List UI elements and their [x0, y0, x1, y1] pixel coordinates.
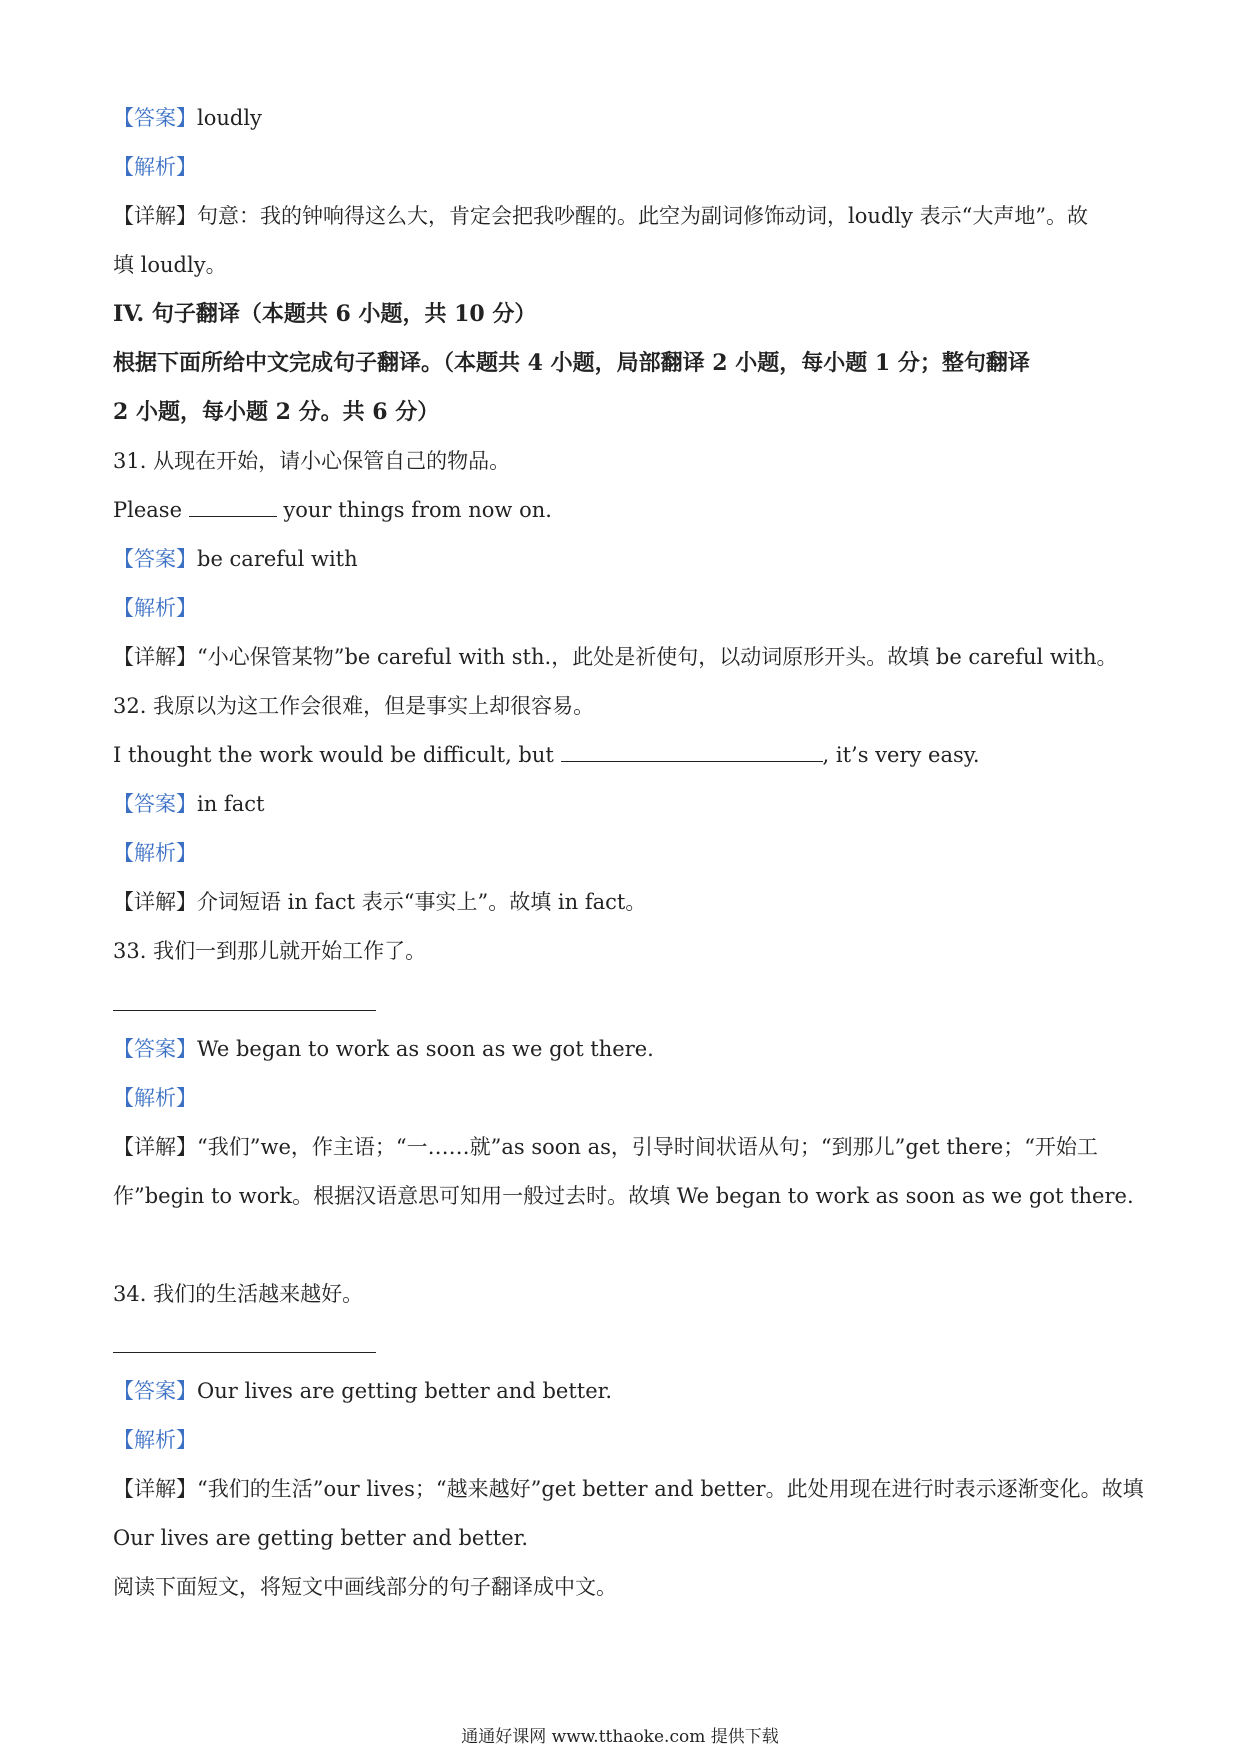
q32-analysis-line — [113, 839, 197, 867]
section-instruction-2: 2 小题，每小题 2 分。共 6 分） — [113, 399, 440, 425]
analysis-tag: 【解析】 — [113, 596, 197, 620]
answer-tag: 【答案】 — [113, 1379, 197, 1403]
q31-blank — [189, 496, 277, 517]
q34-analysis-line — [113, 1426, 197, 1454]
detail-text: 句意：我的钟响得这么大，肯定会把我吵醒的。此空为副词修饰动词，loudly 表示“大声地”。故 — [197, 204, 1089, 228]
detail-tag: 【详解】 — [113, 1477, 197, 1501]
section-instruction-1: 根据下面所给中文完成句子翻译。（本题共 4 小题，局部翻译 2 小题，每小题 1 分；整句翻译 — [113, 350, 1030, 376]
answer-text: loudly — [197, 106, 262, 130]
q33-analysis-line — [113, 1084, 197, 1112]
q31-analysis-line — [113, 594, 197, 622]
section-title: IV. 句子翻译（本题共 6 小题，共 10 分） — [113, 301, 537, 327]
q32-prompt: 32. 我原以为这工作会很难，但是事实上却很容易。 — [113, 694, 595, 718]
detail-tag: 【详解】 — [113, 645, 197, 669]
q34-answer-line — [113, 1377, 612, 1405]
answer-tag: 【答案】 — [113, 106, 197, 130]
prev-analysis-line — [113, 153, 197, 181]
q34-answer-blank — [113, 1352, 376, 1353]
q33-prompt: 33. 我们一到那儿就开始工作了。 — [113, 939, 427, 963]
detail-tag: 【详解】 — [113, 1135, 197, 1159]
q34-detail-line-2: Our lives are getting better and better. — [113, 1526, 529, 1550]
analysis-tag: 【解析】 — [113, 1086, 197, 1110]
q32-sentence-end: , it’s very easy. — [822, 743, 980, 767]
prev-answer-line — [113, 104, 262, 132]
page-footer: 通通好课网 www.tthaoke.com 提供下载 — [461, 1727, 779, 1747]
q31-prompt: 31. 从现在开始，请小心保管自己的物品。 — [113, 449, 511, 473]
detail-text: “我们”we，作主语；“一……就”as soon as，引导时间状语从句；“到那儿”get there；“开始工 — [197, 1135, 1098, 1159]
answer-text: Our lives are getting better and better. — [197, 1379, 613, 1403]
q33-answer-line — [113, 1035, 654, 1063]
q32-answer-line — [113, 790, 264, 818]
answer-tag: 【答案】 — [113, 1037, 197, 1061]
answer-tag: 【答案】 — [113, 792, 197, 816]
q33-detail-line-2: 作”begin to work。根据汉语意思可知用一般过去时。故填 We began to work as soon as we got there. — [113, 1184, 1134, 1208]
detail-text: “我们的生活”our lives；“越来越好”get better and better。此处用现在进行时表示逐渐变化。故填 — [197, 1477, 1144, 1501]
prev-detail-line-2: 填 loudly。 — [113, 253, 227, 277]
answer-text: in fact — [197, 792, 265, 816]
answer-tag: 【答案】 — [113, 547, 197, 571]
q31-sentence-end: your things from now on. — [276, 498, 552, 522]
analysis-tag: 【解析】 — [113, 841, 197, 865]
q32-sentence-start: I thought the work would be difficult, but — [113, 743, 561, 767]
prev-detail-line-1 — [113, 202, 1088, 230]
detail-text: “小心保管某物”be careful with sth.，此处是祈使句，以动词原形开头。故填 be careful with。 — [197, 645, 1118, 669]
detail-text: 介词短语 in fact 表示“事实上”。故填 in fact。 — [197, 890, 647, 914]
analysis-tag: 【解析】 — [113, 1428, 197, 1452]
detail-tag: 【详解】 — [113, 204, 197, 228]
q33-detail-line-1 — [113, 1133, 1098, 1161]
answer-text: We began to work as soon as we got there. — [197, 1037, 654, 1061]
q34-prompt: 34. 我们的生活越来越好。 — [113, 1282, 364, 1306]
detail-tag: 【详解】 — [113, 890, 197, 914]
reading-instruction: 阅读下面短文，将短文中画线部分的句子翻译成中文。 — [113, 1575, 617, 1599]
q33-answer-blank — [113, 1010, 376, 1011]
q31-answer-line — [113, 545, 358, 573]
q31-sentence — [113, 496, 552, 524]
q32-detail-line — [113, 888, 646, 916]
analysis-tag: 【解析】 — [113, 155, 197, 179]
q34-detail-line-1 — [113, 1475, 1144, 1503]
q31-detail-line — [113, 643, 1118, 671]
q31-sentence-start: Please — [113, 498, 189, 522]
q32-blank — [561, 741, 823, 762]
q32-sentence — [113, 741, 980, 769]
answer-text: be careful with — [197, 547, 358, 571]
